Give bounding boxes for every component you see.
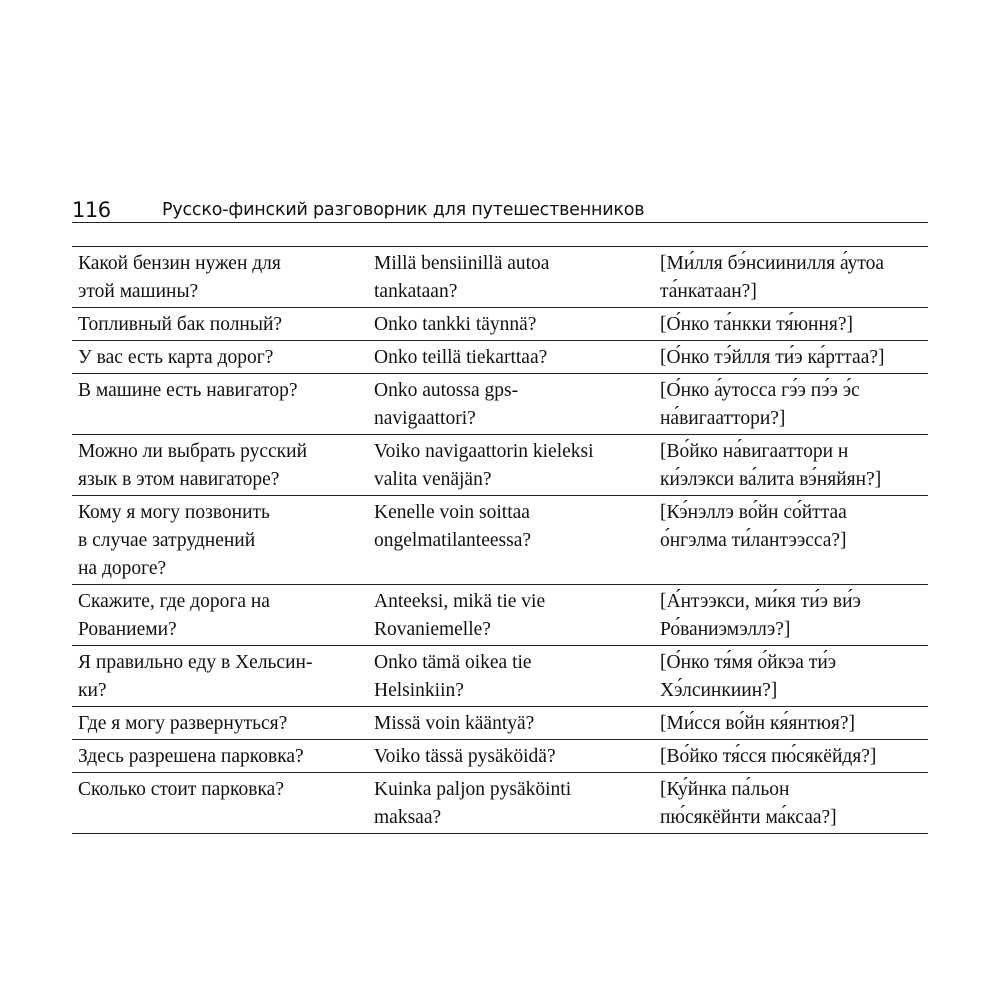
phrase-row (72, 247, 928, 308)
russian-phrase: Какой бензин нужен для этой машины? (78, 253, 281, 302)
phrase-row (72, 308, 928, 341)
transcription: [Ми́сся во́йн кя́янтюя?] (660, 713, 856, 734)
russian-phrase: Я правильно еду в Хельсин- ки? (78, 652, 313, 701)
finnish-phrase: Missä voin kääntyä? (374, 713, 535, 734)
transcription: [Во́йко на́вигааттори н ки́элэкси ва́лита вэ́няйян?] (660, 441, 882, 490)
transcription: [О́нко тэ́йлля ти́э ка́рттаа?] (660, 347, 885, 368)
phrase-row (72, 773, 928, 834)
russian-phrase: Кому я могу позвонить в случае затруднений на дороге? (78, 502, 270, 579)
transcription: [Во́йко тя́сся пю́сякёйдя?] (660, 746, 877, 767)
finnish-phrase: Onko tankki täynnä? (374, 314, 537, 335)
finnish-phrase: Onko autossa gps- navigaattori? (374, 380, 519, 429)
transcription: [Кэ́нэллэ во́йн со́йттаа о́нгэлма ти́лантээсса?] (660, 502, 847, 551)
running-title: Русско-финский разговорник для путешественников (162, 200, 645, 220)
finnish-phrase: Millä bensiinillä autoa tankataan? (374, 253, 550, 302)
russian-phrase: Можно ли выбрать русский язык в этом навигаторе? (78, 441, 308, 490)
phrase-row (72, 496, 928, 585)
page-header (72, 196, 928, 223)
finnish-phrase: Kenelle voin soittaa ongelmatilanteessa? (374, 502, 532, 551)
transcription: [О́нко тя́мя о́йкэа ти́э Хэ́лсинкиин?] (660, 652, 837, 701)
phrase-row (72, 341, 928, 374)
phrase-row (72, 740, 928, 773)
transcription: [Ми́лля бэ́нсиинилля а́утоа та́нкатаан?] (660, 253, 885, 302)
russian-phrase: Скажите, где дорога на Рованиеми? (78, 591, 270, 640)
phrase-row (72, 585, 928, 646)
finnish-phrase: Anteeksi, mikä tie vie Rovaniemelle? (374, 591, 546, 640)
russian-phrase: У вас есть карта дорог? (78, 347, 274, 368)
phrase-row (72, 707, 928, 740)
finnish-phrase: Voiko tässä pysäköidä? (374, 746, 556, 767)
phrase-row (72, 374, 928, 435)
phrase-table (72, 246, 928, 834)
phrase-row (72, 435, 928, 496)
russian-phrase: Здесь разрешена парковка? (78, 746, 304, 767)
phrase-row (72, 646, 928, 707)
transcription: [А́нтээкси, ми́кя ти́э ви́э Ро́ваниэмэллэ?] (660, 591, 861, 640)
finnish-phrase: Kuinka paljon pysäköinti maksaa? (374, 779, 572, 828)
russian-phrase: Сколько стоит парковка? (78, 779, 284, 800)
russian-phrase: Где я могу развернуться? (78, 713, 288, 734)
finnish-phrase: Voiko navigaattorin kieleksi valita venäjän? (374, 441, 594, 490)
finnish-phrase: Onko teillä tiekarttaa? (374, 347, 548, 368)
russian-phrase: Топливный бак полный? (78, 314, 283, 335)
page-number: 116 (72, 198, 111, 222)
transcription: [О́нко а́утосса гэ́э пэ́э э́с на́вигааттори?] (660, 380, 860, 429)
finnish-phrase: Onko tämä oikea tie Helsinkiin? (374, 652, 532, 701)
transcription: [О́нко та́нкки тя́юння?] (660, 314, 854, 335)
transcription: [Ку́йнка па́льон пю́сякёйнти ма́ксаа?] (660, 779, 837, 828)
russian-phrase: В машине есть навигатор? (78, 380, 298, 401)
